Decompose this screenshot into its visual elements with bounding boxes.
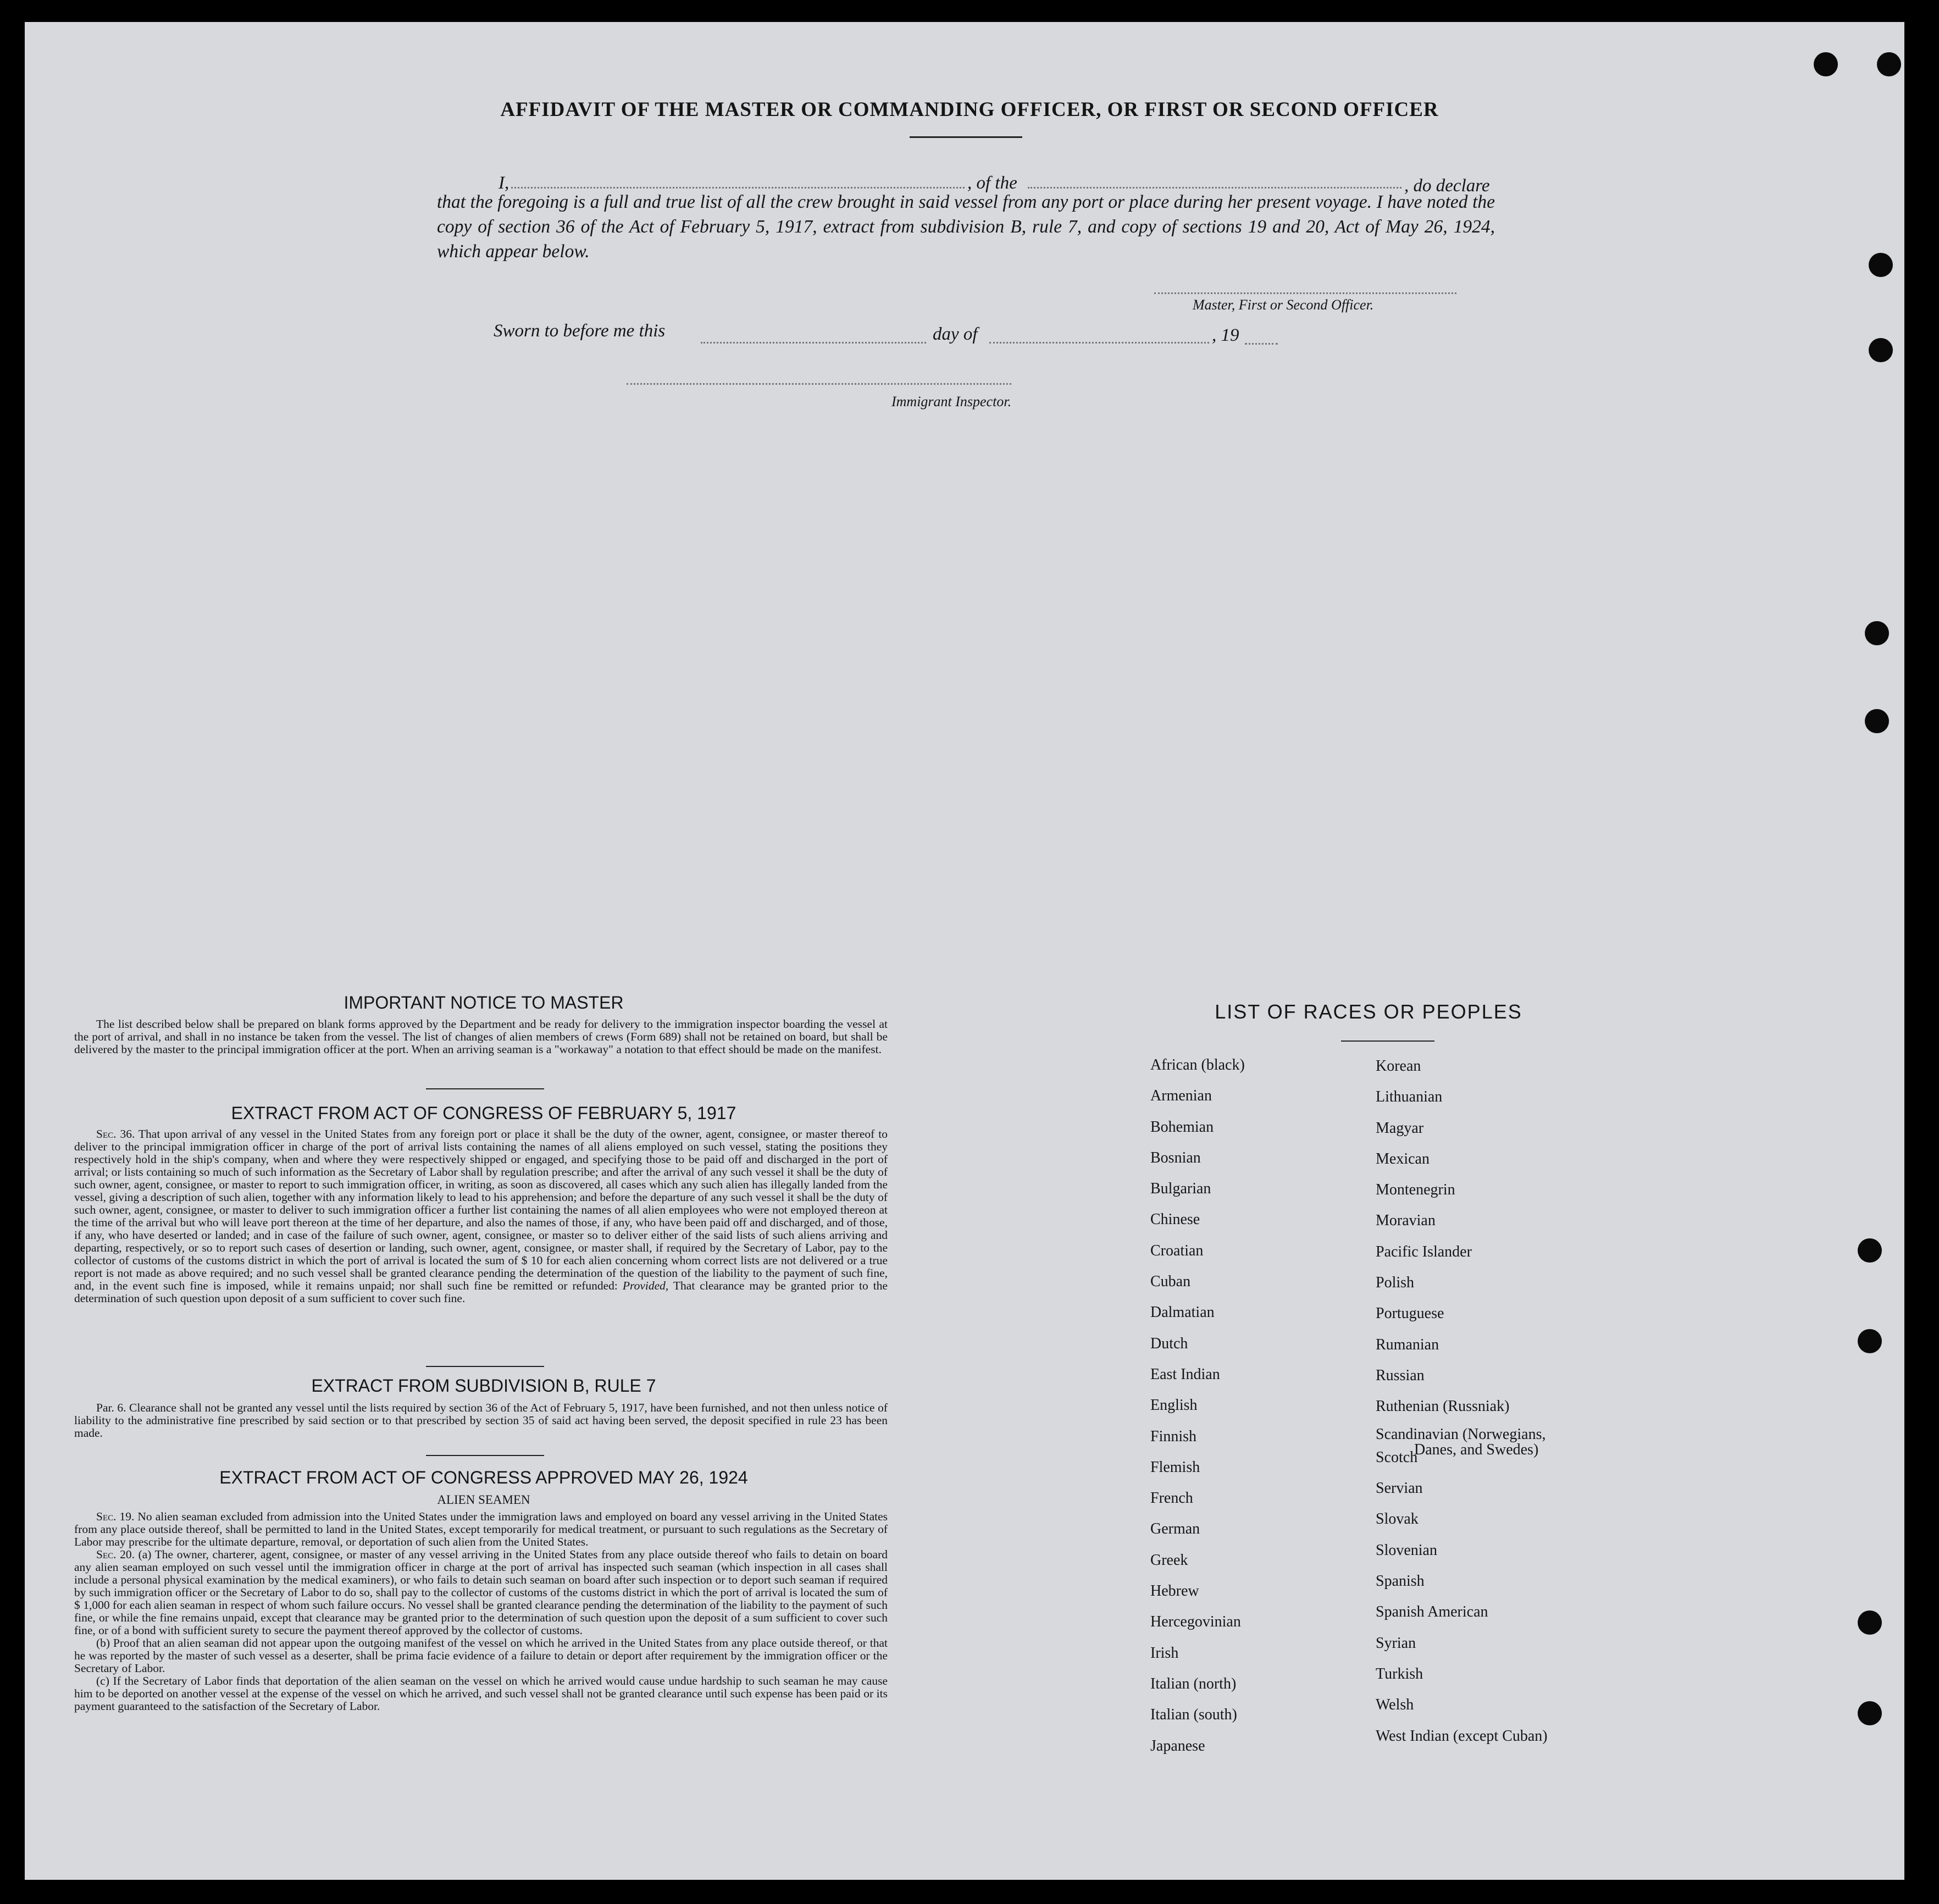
extract-rule7-divider [426,1455,544,1456]
race-item: Portuguese [1376,1305,1444,1322]
race-item: Dalmatian [1150,1304,1215,1321]
extract-1917-sec-label: Sec. 36. [96,1127,135,1141]
race-item: Slovenian [1376,1541,1437,1559]
race-item: Ruthenian (Russniak) [1376,1398,1510,1415]
sworn-month-field-line[interactable] [989,342,1209,344]
extract-1917-body [74,1128,888,1305]
races-divider [1341,1040,1434,1042]
race-item: Japanese [1150,1737,1205,1754]
race-item: Lithuanian [1376,1088,1443,1106]
sec20a-text: (a) The owner, charterer, agent, consignee, or master of any vessel arriving in the United States from any place outside thereof who fails to detain on board any alien seaman employed on such vessel until the immigration officer in charge at the port of arrival has inspected such seaman (which inspection in all cases shall include a personal physical examination by the medical examiners), or who fails to detain such seaman on board after such inspection or to deport such seaman if required by such immigration officer or the Secretary of Labor to do so, shall pay to the collector of customs of the customs district in which the port of arrival is located the sum of $ 1,000 for each alien seaman in respect of whom such failure occurs. No vessel shall be granted clearance pending the determination of the liability to the payment of such fine, or while the fine remains unpaid, except that clearance may be granted prior to the determination of such question upon the deposit of a sum sufficient to cover such fine, or of a bond with sufficient surety to secure the payment thereof approved by the collector of customs. [74,1548,888,1637]
sworn-day-field-line[interactable] [701,342,926,344]
signature-field-line[interactable] [1154,292,1456,294]
race-item: Turkish [1376,1665,1423,1682]
race-item: Bulgarian [1150,1180,1211,1198]
race-item: Rumanian [1376,1336,1439,1353]
extract-rule7-title: EXTRACT FROM SUBDIVISION B, RULE 7 [311,1376,656,1396]
extract-rule7-body: Par. 6. Clearance shall not be granted any vessel until the lists required by section 36 of the Act of February 5, 1917, have been furnished, and not then unless notice of liability to the administrative fine prescribed by said section or to that prescribed by section 35 of said act having been served, the deposit specified in rule 23 has been made. [74,1401,888,1440]
punch-hole [1858,1329,1882,1353]
race-item: Dutch [1150,1335,1188,1352]
punch-hole [1858,1701,1882,1725]
sec19-text: No alien seaman excluded from admission into the United States under the immigration laws and employed on board any vessel arriving in the United States from any place outside thereof, shall be permitted to land in the United States, except temporarily for medical treatment, or pursuant to such regulations as the Secretary of Labor may prescribe for the ultimate departure, removal, or deportation of such alien from the United States. [74,1510,888,1548]
notice-divider [426,1088,544,1089]
race-item: Chinese [1150,1211,1200,1228]
extract-1917-divider [426,1366,544,1367]
punch-hole [1858,1238,1882,1263]
punch-hole [1865,621,1889,645]
sworn-year-field-line[interactable] [1245,343,1278,345]
inspector-label: Immigrant Inspector. [891,394,1012,409]
race-item: Irish [1150,1644,1179,1662]
race-item: West Indian (except Cuban) [1376,1727,1548,1745]
races-title: LIST OF RACES OR PEOPLES [1215,1000,1522,1023]
sec20b-text: (b) Proof that an alien seaman did not appear upon the outgoing manifest of the vessel on which he arrived in the United States from any place outside thereof, or that he was reported by the master of such vessel as a deserter, shall be prima facie evidence of a failure to detain or deport after requirement by the immigration officer or the Secretary of Labor. [74,1636,888,1675]
race-item: Scotch [1376,1448,1418,1466]
punch-hole [1869,253,1893,277]
punch-hole [1869,338,1893,362]
affidavit-of-the-label: , of the [967,173,1017,193]
race-item: French [1150,1490,1193,1507]
extract-1917-text: That upon arrival of any vessel in the United States from any foreign port or place it shall be the duty of the owner, agent, consignee, or master thereof to deliver to the principal immigration officer in charge of the port of arrival lists containing the names of all aliens employed on such vessel, stating the positions they respectively hold in the ship's company, when and where they were respectively shipped or engaged, and specifying those to be paid off and discharged in the port of arrival; or lists containing so much of such information as the Secretary of Labor shall by regulation prescribe; and after the arrival of any such vessel it shall be the duty of such owner, agent, consignee, or master to report to such immigration officer, in writing, as soon as discovered, all cases which any such alien has illegally landed from the vessel, giving a description of such alien, together with any information likely to lead to his apprehension; and before the departure of any such vessel it shall be the duty of such owner, agent, consignee, or master to deliver to such immigration officer a further list containing the names of all alien employees who were not employed thereon at the time of the arrival but who will leave port thereon at the time of her departure, and also the names of those, if any, who have been paid off and discharged, and of those, if any, who have deserted or landed; and in case of the failure of such owner, agent, consignee, or master so to deliver either of the said lists of such aliens arriving and departing, respectively, or so to report such cases of desertion or landing, such owner, agent, consignee, or master shall, if required by the Secretary of Labor, pay to the collector of customs of the customs district in which the port of arrival is located the sum of $ 10 for each alien concerning whom correct lists are not delivered or a true report is not made as above required; and no such vessel shall be granted clearance pending the determination of the question of the liability to the payment of such fine, and, in the event such fine is imposed, while it remains unpaid; nor shall such fine be remitted or refunded: [74,1127,888,1292]
punch-hole [1877,52,1901,76]
race-item: German [1150,1520,1200,1538]
race-item: Hebrew [1150,1582,1199,1600]
race-item: Hercegovinian [1150,1613,1241,1631]
race-item: Syrian [1376,1634,1416,1652]
vessel-field-line[interactable] [1028,187,1401,189]
title-divider [910,136,1022,138]
extract-1924-title: EXTRACT FROM ACT OF CONGRESS APPROVED MAY 26, 1924 [219,1468,748,1487]
extract-1924-subtitle: ALIEN SEAMEN [437,1493,530,1507]
race-item: Slovak [1376,1510,1419,1528]
race-item: Armenian [1150,1087,1212,1105]
race-item-line: Scandinavian (Norwegians, [1376,1425,1546,1443]
notice-body: The list described below shall be prepared on blank forms approved by the Department and be ready for delivery to the immigration inspector boarding the vessel at the port of arrival, and shall in no instance be taken from the vessel. The list of changes of alien members of crews (Form 689) shall not be retained on board, but shall be delivered by the master to the principal immigration officer at the port. When an arriving seaman is a "workaway" a notation to that effect should be made on the manifest. [74,1017,888,1056]
race-item: African (black) [1150,1056,1245,1073]
punch-hole [1814,52,1838,76]
signature-label: Master, First or Second Officer. [1193,297,1374,313]
races-right-column [1376,1051,1548,1752]
race-item: Bosnian [1150,1149,1201,1166]
affidavit-declare-label: , do declare [1404,176,1490,196]
notice-title: IMPORTANT NOTICE TO MASTER [344,993,624,1012]
race-item: Mexican [1376,1150,1430,1167]
race-item: Polish [1376,1274,1415,1292]
race-item: English [1150,1397,1198,1414]
race-item-line: Danes, and Swedes) [1414,1441,1539,1458]
punch-hole [1858,1610,1882,1635]
race-item: Greek [1150,1551,1188,1569]
race-item: Italian (south) [1150,1706,1237,1724]
race-item: Cuban [1150,1273,1191,1291]
race-item: Montenegrin [1376,1181,1455,1199]
race-item: East Indian [1150,1365,1220,1383]
affidavit-body: that the foregoing is a full and true list of all the crew brought in said vessel from any port or place during her present voyage. I have noted the copy of section 36 of the Act of February 5, 1917, extract from subdivision B, rule 7, and copy of sections 19 and 20, Act of May 26, 1924, which appear below. [437,192,1495,262]
race-item: Magyar [1376,1119,1424,1137]
sec20c-text: (c) If the Secretary of Labor finds that deportation of the alien seaman on the vessel on which he arrived would cause undue hardship to such seaman he may cause him to be deported on another vessel at the expense of the vessel on which he arrived, and such vessel shall not be granted clearance until such expense has been paid or its payment guaranteed to the satisfaction of the Secretary of Labor. [74,1674,888,1713]
extract-1917-title: EXTRACT FROM ACT OF CONGRESS OF FEBRUARY 5, 1917 [231,1103,736,1123]
extract-1917-tail: That clearance may be granted prior to the determination of such question upon deposit of a sum sufficient to cover such fine. [74,1279,888,1305]
race-item: Croatian [1150,1242,1204,1259]
inspector-signature-line[interactable] [627,383,1011,385]
races-left-column [1150,1050,1245,1762]
sworn-label: Sworn to before me this [494,321,666,341]
race-item: Moravian [1376,1212,1436,1230]
sec19-label: Sec. 19. [96,1510,135,1523]
day-of-label: day of [933,324,978,344]
affidavit-i-label: I, [498,173,509,193]
race-item: Russian [1376,1366,1425,1384]
affidavit-title: AFFIDAVIT OF THE MASTER OR COMMANDING OFFICER, OR FIRST OR SECOND OFFICER [500,98,1439,121]
race-item: Spanish [1376,1573,1425,1590]
name-field-line[interactable] [511,187,965,189]
race-item: Pacific Islander [1376,1243,1472,1260]
race-item: Italian (north) [1150,1675,1237,1692]
race-item: Korean [1376,1058,1421,1075]
race-item: Bohemian [1150,1118,1214,1136]
race-item: Finnish [1150,1427,1197,1445]
year-prefix-label: , 19 [1212,325,1239,345]
sec20-label: Sec. 20. [96,1548,135,1561]
extract-1924-body [74,1510,888,1713]
race-item: Welsh [1376,1696,1414,1714]
race-item: Servian [1376,1480,1423,1497]
extract-1917-provided: Provided, [622,1279,669,1292]
race-item: Spanish American [1376,1603,1488,1621]
race-item: Flemish [1150,1458,1200,1476]
punch-hole [1865,709,1889,733]
